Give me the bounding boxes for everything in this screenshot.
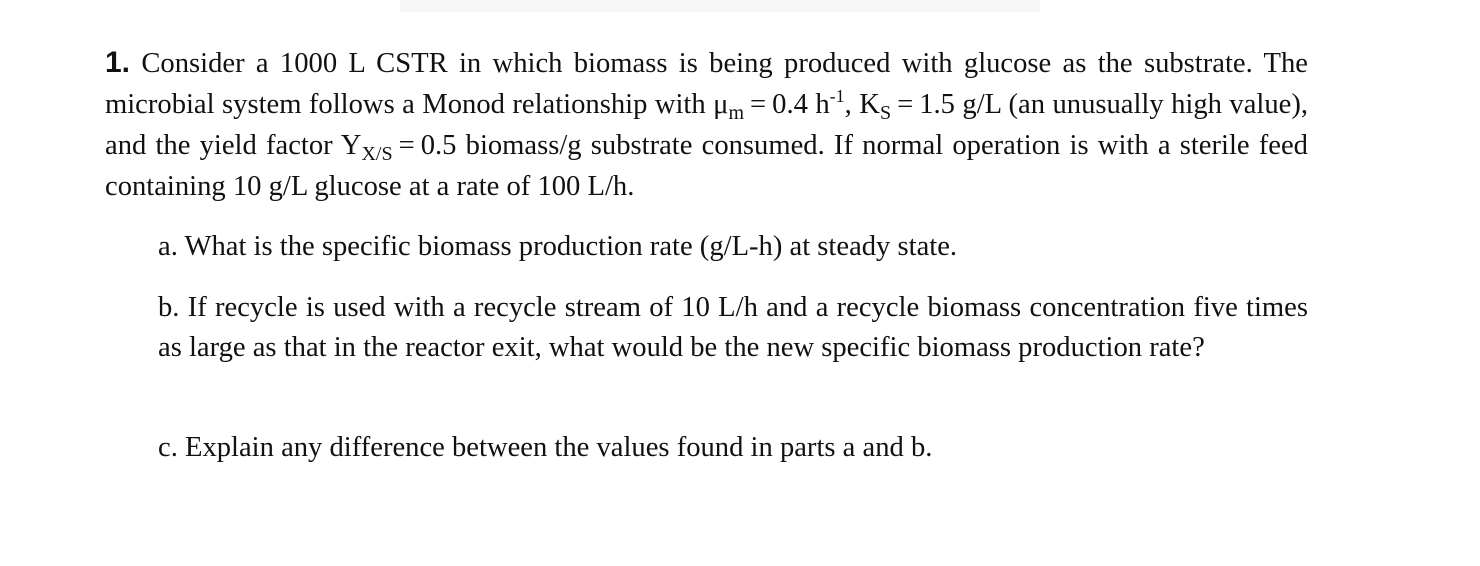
mu-value: 0.4 h <box>772 89 830 120</box>
part-a: a. What is the specific biomass production rate (g/L-h) at steady state. <box>158 231 958 262</box>
top-edge-bar <box>400 0 1040 12</box>
ks-value: 1.5 g/L (an unusually high value), and the yield factor Y <box>105 89 1309 161</box>
mu-symbol: μ <box>713 89 729 120</box>
yield-subscript: X/S <box>361 143 393 165</box>
mu-exponent: -1 <box>829 86 845 107</box>
problem-statement <box>105 42 1308 207</box>
problem-text-end: 0.5 biomass/g substrate consumed. If normal operation is with a sterile feed containing 10 g/L glucose at a rate of 100 L/h. <box>105 130 1308 202</box>
equals-sign: = <box>750 89 767 120</box>
problem-number: 1. <box>105 46 131 79</box>
mu-subscript: m <box>728 102 745 124</box>
part-c: c. Explain any difference between the values found in parts a and b. <box>158 432 933 463</box>
problem-text-intro: Consider a 1000 L CSTR in which biomass is being produced with glucose as the substrate. The microbial system follows a Monod relationship with <box>105 48 1308 120</box>
equals-sign: = <box>398 130 415 161</box>
ks-label: , K <box>844 89 880 120</box>
part-b: b. If recycle is used with a recycle stream of 10 L/h and a recycle biomass concentration five times as large as that in the reactor exit, what would be the new specific biomass production rate? <box>158 292 1308 363</box>
ks-subscript: S <box>879 102 892 124</box>
equals-sign: = <box>897 89 914 120</box>
